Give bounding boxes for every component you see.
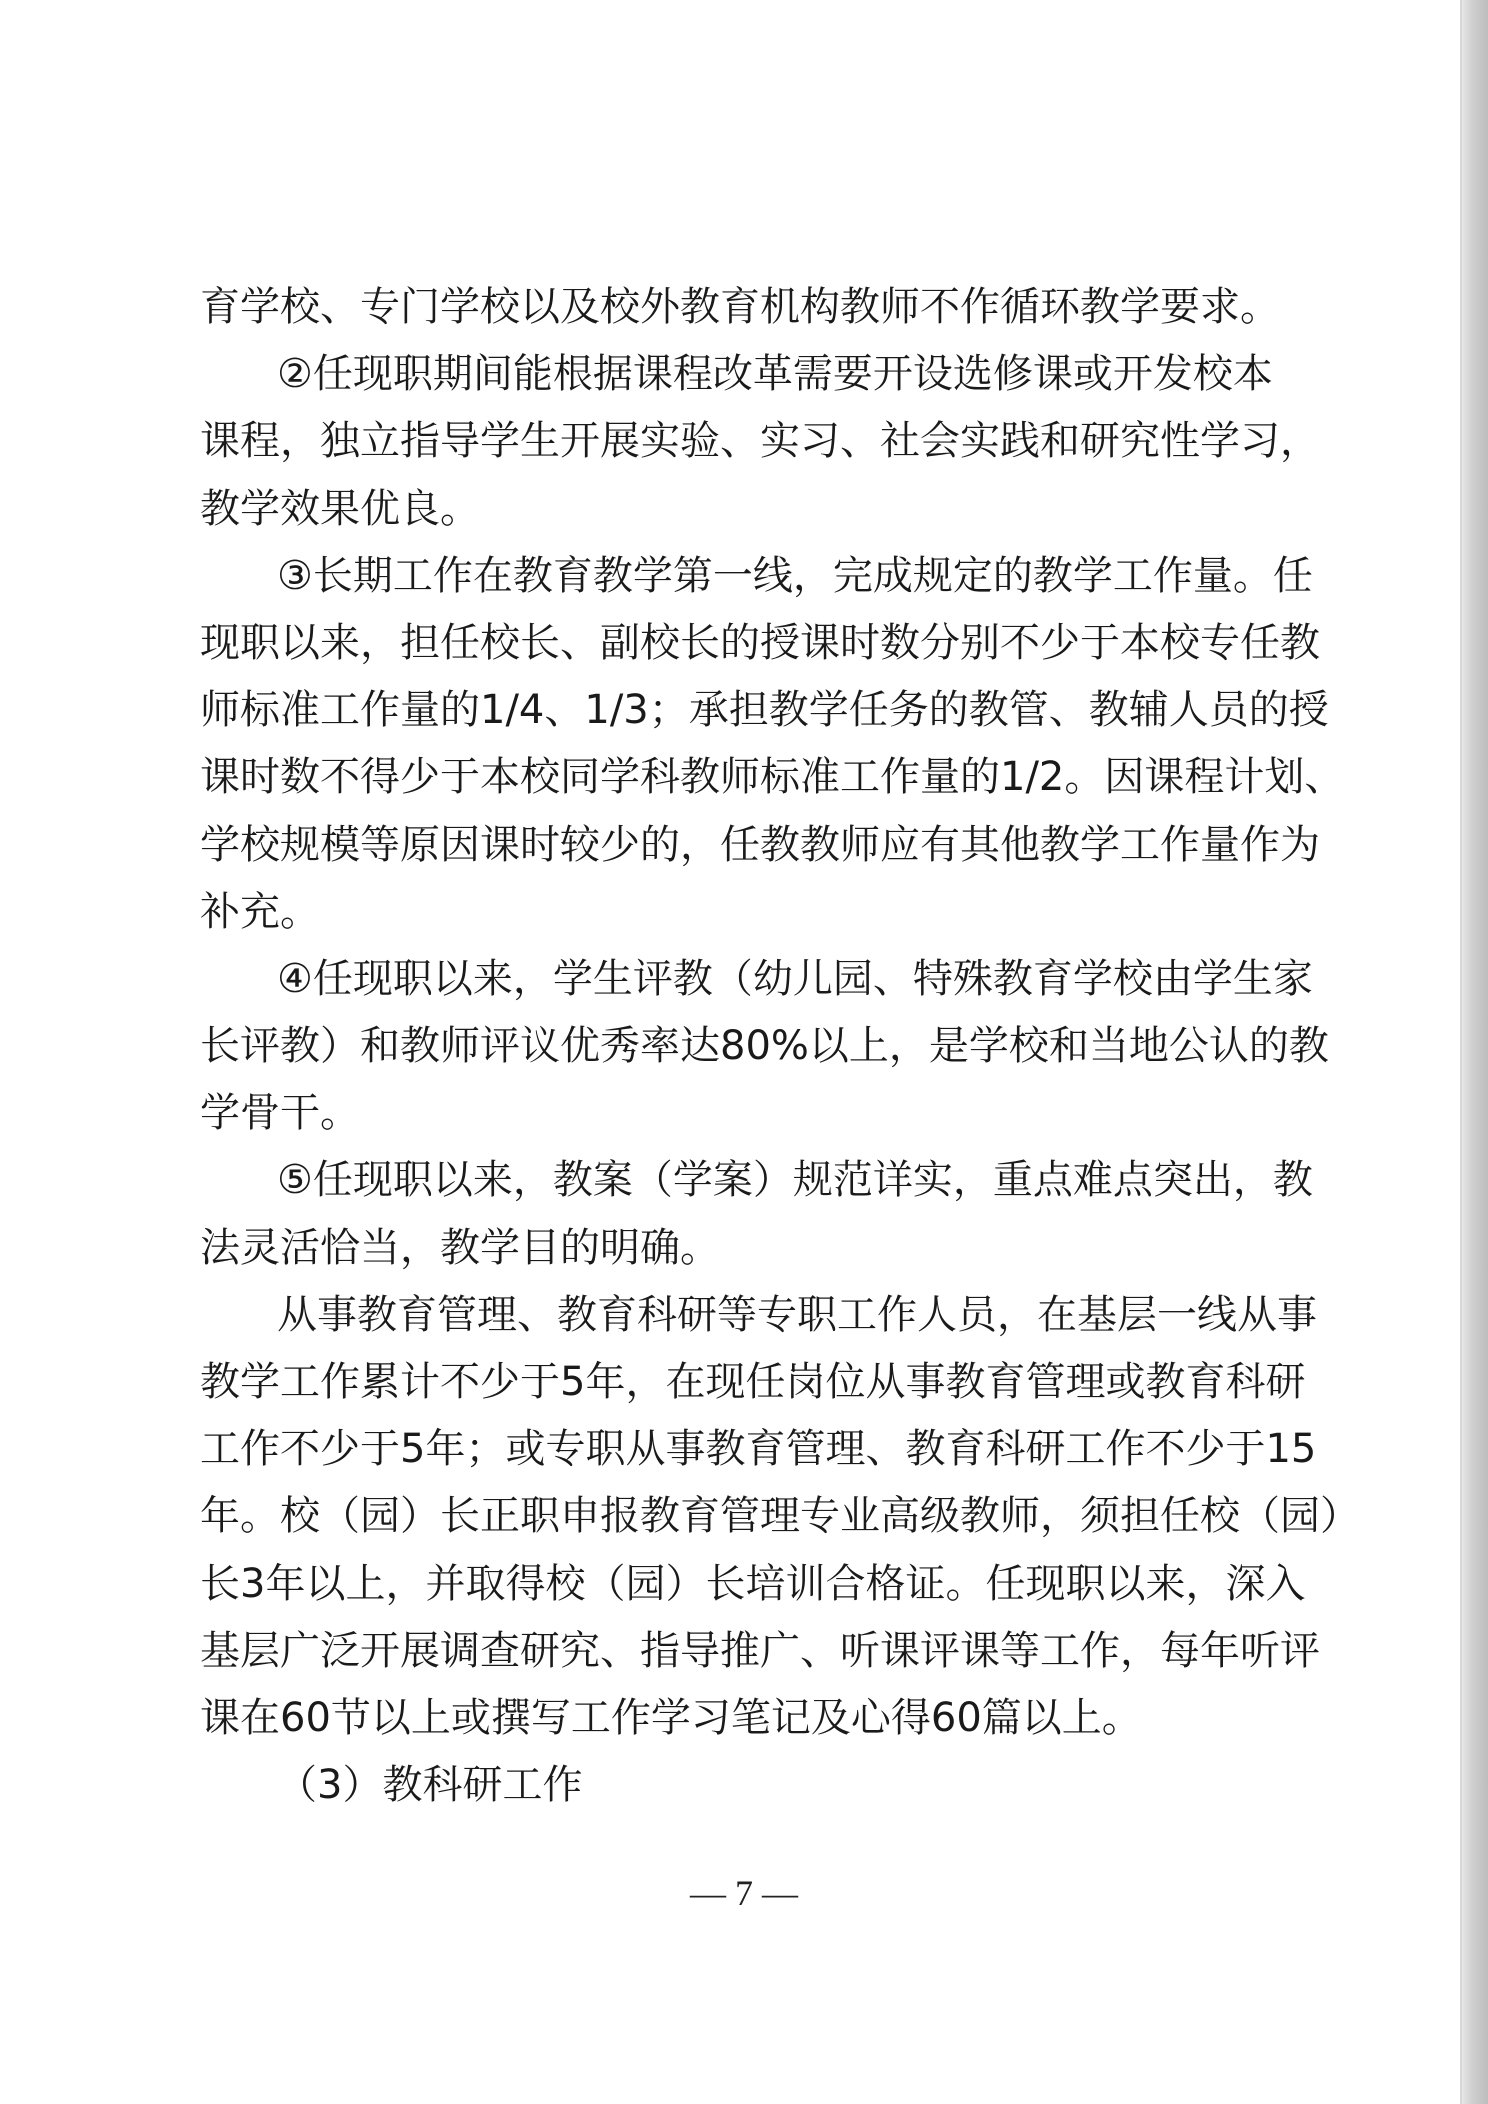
text-line: ②任现职期间能根据课程改革需要开设选修课或开发校本: [277, 351, 1273, 398]
text-line: 课时数不得少于本校同学科教师标准工作量的1/2。因课程计划、: [200, 754, 1345, 801]
text-line: 基层广泛开展调查研究、指导推广、听课评课等工作，每年听评: [200, 1627, 1320, 1674]
text-line: 课程，独立指导学生开展实验、实习、社会实践和研究性学习，: [200, 418, 1320, 465]
text-line: 教学工作累计不少于5年，在现任岗位从事教育管理或教育科研: [200, 1359, 1306, 1405]
text-line: 育学校、专门学校以及校外教育机构教师不作循环教学要求。: [200, 284, 1280, 330]
text-line: 从事教育管理、教育科研等专职工作人员，在基层一线从事: [277, 1291, 1317, 1338]
text-line: 补充。: [200, 888, 320, 935]
text-line: 教学效果优良。: [200, 485, 480, 532]
text-line: 法灵活恰当，教学目的明确。: [200, 1224, 720, 1271]
text-line: 学校规模等原因课时较少的，任教教师应有其他教学工作量作为: [200, 821, 1320, 868]
text-line: 师标准工作量的1/4、1/3；承担教学任务的教管、教辅人员的授: [200, 687, 1329, 734]
text-line: ⑤任现职以来，教案（学案）规范详实，重点难点突出，教: [277, 1157, 1313, 1204]
text-line: 现职以来，担任校长、副校长的授课时数分别不少于本校专任教: [200, 619, 1320, 666]
text-line: 年。校（园）长正职申报教育管理专业高级教师，须担任校（园）: [200, 1493, 1360, 1540]
text-line: 课在60节以上或撰写工作学习笔记及心得60篇以上。: [200, 1694, 1142, 1741]
text-line: 工作不少于5年；或专职从事教育管理、教育科研工作不少于15: [200, 1426, 1317, 1473]
scan-edge: [1462, 0, 1488, 2104]
text-line: 学骨干。: [200, 1090, 360, 1137]
document-body: [200, 280, 1360, 1825]
text-line: 长评教）和教师评议优秀率达80%以上，是学校和当地公认的教: [200, 1023, 1329, 1070]
text-line: ③长期工作在教育教学第一线，完成规定的教学工作量。任: [277, 552, 1313, 599]
text-line: ④任现职以来，学生评教（幼儿园、特殊教育学校由学生家: [277, 955, 1313, 1002]
page-number: — 7 —: [690, 1873, 798, 1913]
text-line: 长3年以上，并取得校（园）长培训合格证。任现职以来，深入: [200, 1560, 1306, 1607]
section-heading: （3）教科研工作: [277, 1762, 583, 1809]
